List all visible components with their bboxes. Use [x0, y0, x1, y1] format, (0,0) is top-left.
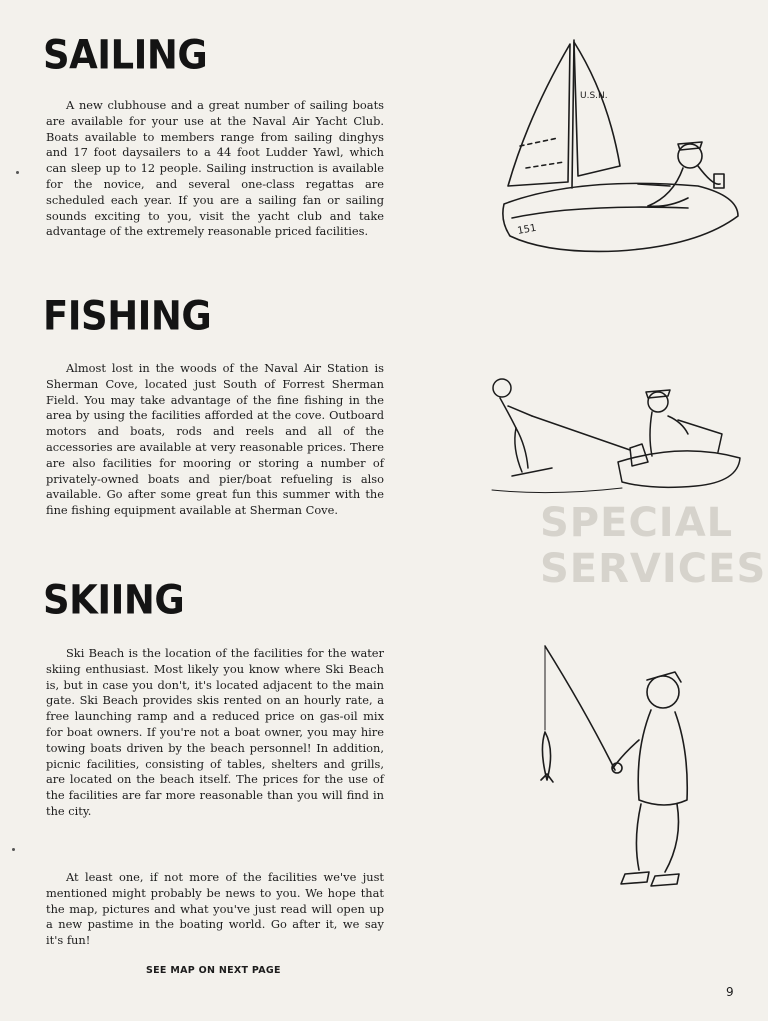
see-map-note: SEE MAP ON NEXT PAGE: [146, 965, 281, 976]
fishing-paragraph: Almost lost in the woods of the Naval Air Station is Sherman Cove, located just South of Forrest Sherman Field. You may take advantage of the fine fishing in the area by using the facilities afforded at the cove. Outboard motors and boats, rods and reels and all of the accessories are available at very reasonable prices. There are also facilities for mooring or storing a number of privately-owned boats and pier/boat refueling is also available. Go after some great fun this summer with the fine fishing equipment available at Sherman Cove.: [46, 361, 384, 518]
fishing-heading: FISHING: [43, 293, 212, 340]
margin-mark: [12, 848, 15, 851]
water-ski-illustration: [482, 372, 744, 502]
bleed-title-line2: SERVICES: [540, 546, 767, 592]
boat-number-text: 151: [516, 222, 538, 237]
page-number: 9: [726, 985, 734, 999]
skiing-paragraph-1: Ski Beach is the location of the facilities for the water skiing enthusiast. Most likely you know where Ski Beach is, but in case you don't, it's located adjacent to the main gate. Ski Beach provides skis rented on an hourly rate, a free launching ramp and a reduced price on gas-oil mix for boat owners. If you're not a boat owner, you may hire towing boats driven by the beach personnel! In addition, picnic facilities, consisting of tables, shelters and grills, are located on the beach itself. The prices for the use of the facilities are far more reasonable than you will find in the city.: [46, 646, 384, 818]
sail-insignia-text: U.S.N.: [580, 91, 608, 101]
sailboat-illustration: [498, 36, 748, 266]
sailing-paragraph: A new clubhouse and a great number of sailing boats are available for your use at the Naval Air Yacht Club. Boats available to members range from sailing dinghys and 17 foot daysailers to a 44 foot Ludder Yawl, which can sleep up to 12 people. Sailing instruction is available for the novice, and several one-class regattas are scheduled each year. If you are a sailing fan or sailing sounds exciting to you, visit the yacht club and take advantage of the extremely reasonable priced facilities.: [46, 98, 384, 239]
margin-mark: [16, 171, 19, 174]
sailing-heading: SAILING: [43, 32, 208, 79]
bleed-through-title: [540, 500, 766, 592]
fisherman-illustration: [515, 640, 695, 920]
skiing-heading: SKIING: [43, 577, 185, 624]
skiing-paragraph-2: At least one, if not more of the facilities we've just mentioned might probably be news to you. We hope that the map, pictures and what you've just read will open up a new pastime in the boating world. Go after it, we say it's fun!: [46, 870, 384, 948]
bleed-title-line1: SPECIAL: [540, 500, 734, 546]
